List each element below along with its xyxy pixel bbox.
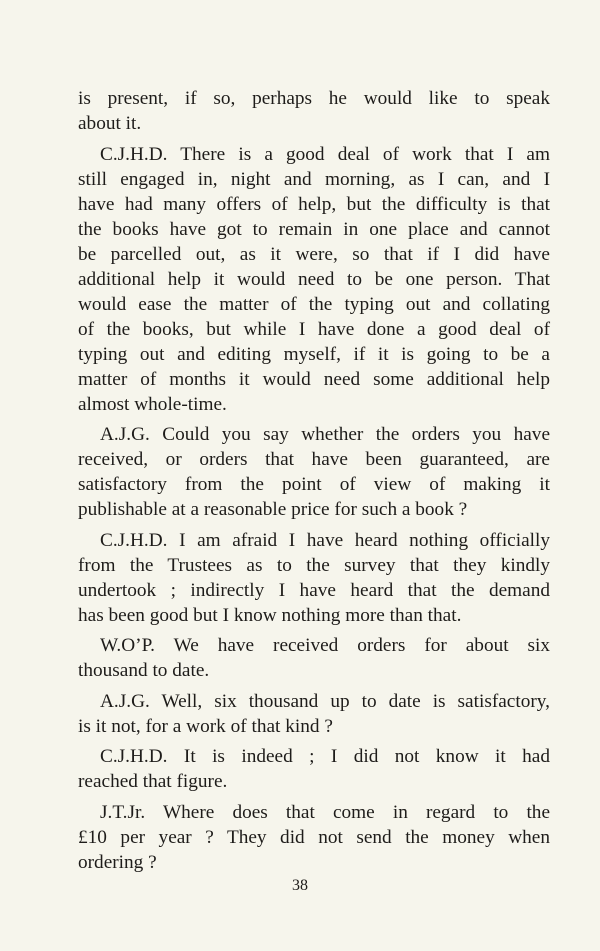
text-line: is it not, for a work of that kind ? <box>78 715 333 737</box>
text-line: reached that figure. <box>78 771 228 792</box>
text-line: from the Trustees as to the survey that they kindly <box>78 554 550 576</box>
paragraph <box>78 528 550 628</box>
text-line: publishable at a reasonable price for such a book ? <box>78 499 468 520</box>
text-line: have had many offers of help, but the difficulty is that <box>78 193 550 215</box>
text-line: matter of months it would need some additional help <box>78 368 550 390</box>
text-line: be parcelled out, as it were, so that if I did have <box>78 243 550 265</box>
text-line: is present, if so, perhaps he would like to speak <box>78 88 550 109</box>
paragraph <box>78 86 550 136</box>
text-line: almost whole-time. <box>78 393 227 415</box>
paragraph <box>78 633 550 683</box>
text-line: the books have got to remain in one place and cannot <box>78 218 550 240</box>
text-line: C.J.H.D. There is a good deal of work that I am <box>100 143 550 165</box>
text-line: typing out and editing myself, if it is going to be a <box>78 343 550 365</box>
paragraph <box>78 689 550 739</box>
text-line: of the books, but while I have done a good deal of <box>78 318 550 340</box>
text-line: C.J.H.D. I am afraid I have heard nothing officially <box>100 529 550 551</box>
page-number: 38 <box>292 877 308 894</box>
text-line: satisfactory from the point of view of making it <box>78 474 550 495</box>
text-line: £10 per year ? They did not send the money when <box>78 826 550 848</box>
text-line: additional help it would need to be one person. That <box>78 268 550 290</box>
paragraph <box>78 800 550 875</box>
text-line: thousand to date. <box>78 660 210 681</box>
text-line: has been good but I know nothing more than that. <box>78 604 462 626</box>
text-line: W.O’P. We have received orders for about six <box>100 635 550 656</box>
text-line: would ease the matter of the typing out and collating <box>78 293 550 315</box>
text-line: still engaged in, night and morning, as I can, and I <box>78 168 550 190</box>
text-line: ordering ? <box>78 851 157 873</box>
text-line: C.J.H.D. It is indeed ; I did not know it had <box>100 746 550 767</box>
paragraph <box>78 142 550 417</box>
paragraph <box>78 744 550 794</box>
paragraph <box>78 422 550 522</box>
page-body <box>78 86 550 875</box>
text-line: A.J.G. Well, six thousand up to date is satisfactory, <box>100 690 550 712</box>
text-line: undertook ; indirectly I have heard that the demand <box>78 579 550 601</box>
text-line: about it. <box>78 113 142 134</box>
text-line: A.J.G. Could you say whether the orders you have <box>100 424 550 445</box>
text-line: received, or orders that have been guaranteed, are <box>78 449 550 470</box>
text-line: J.T.Jr. Where does that come in regard to the <box>100 801 550 823</box>
